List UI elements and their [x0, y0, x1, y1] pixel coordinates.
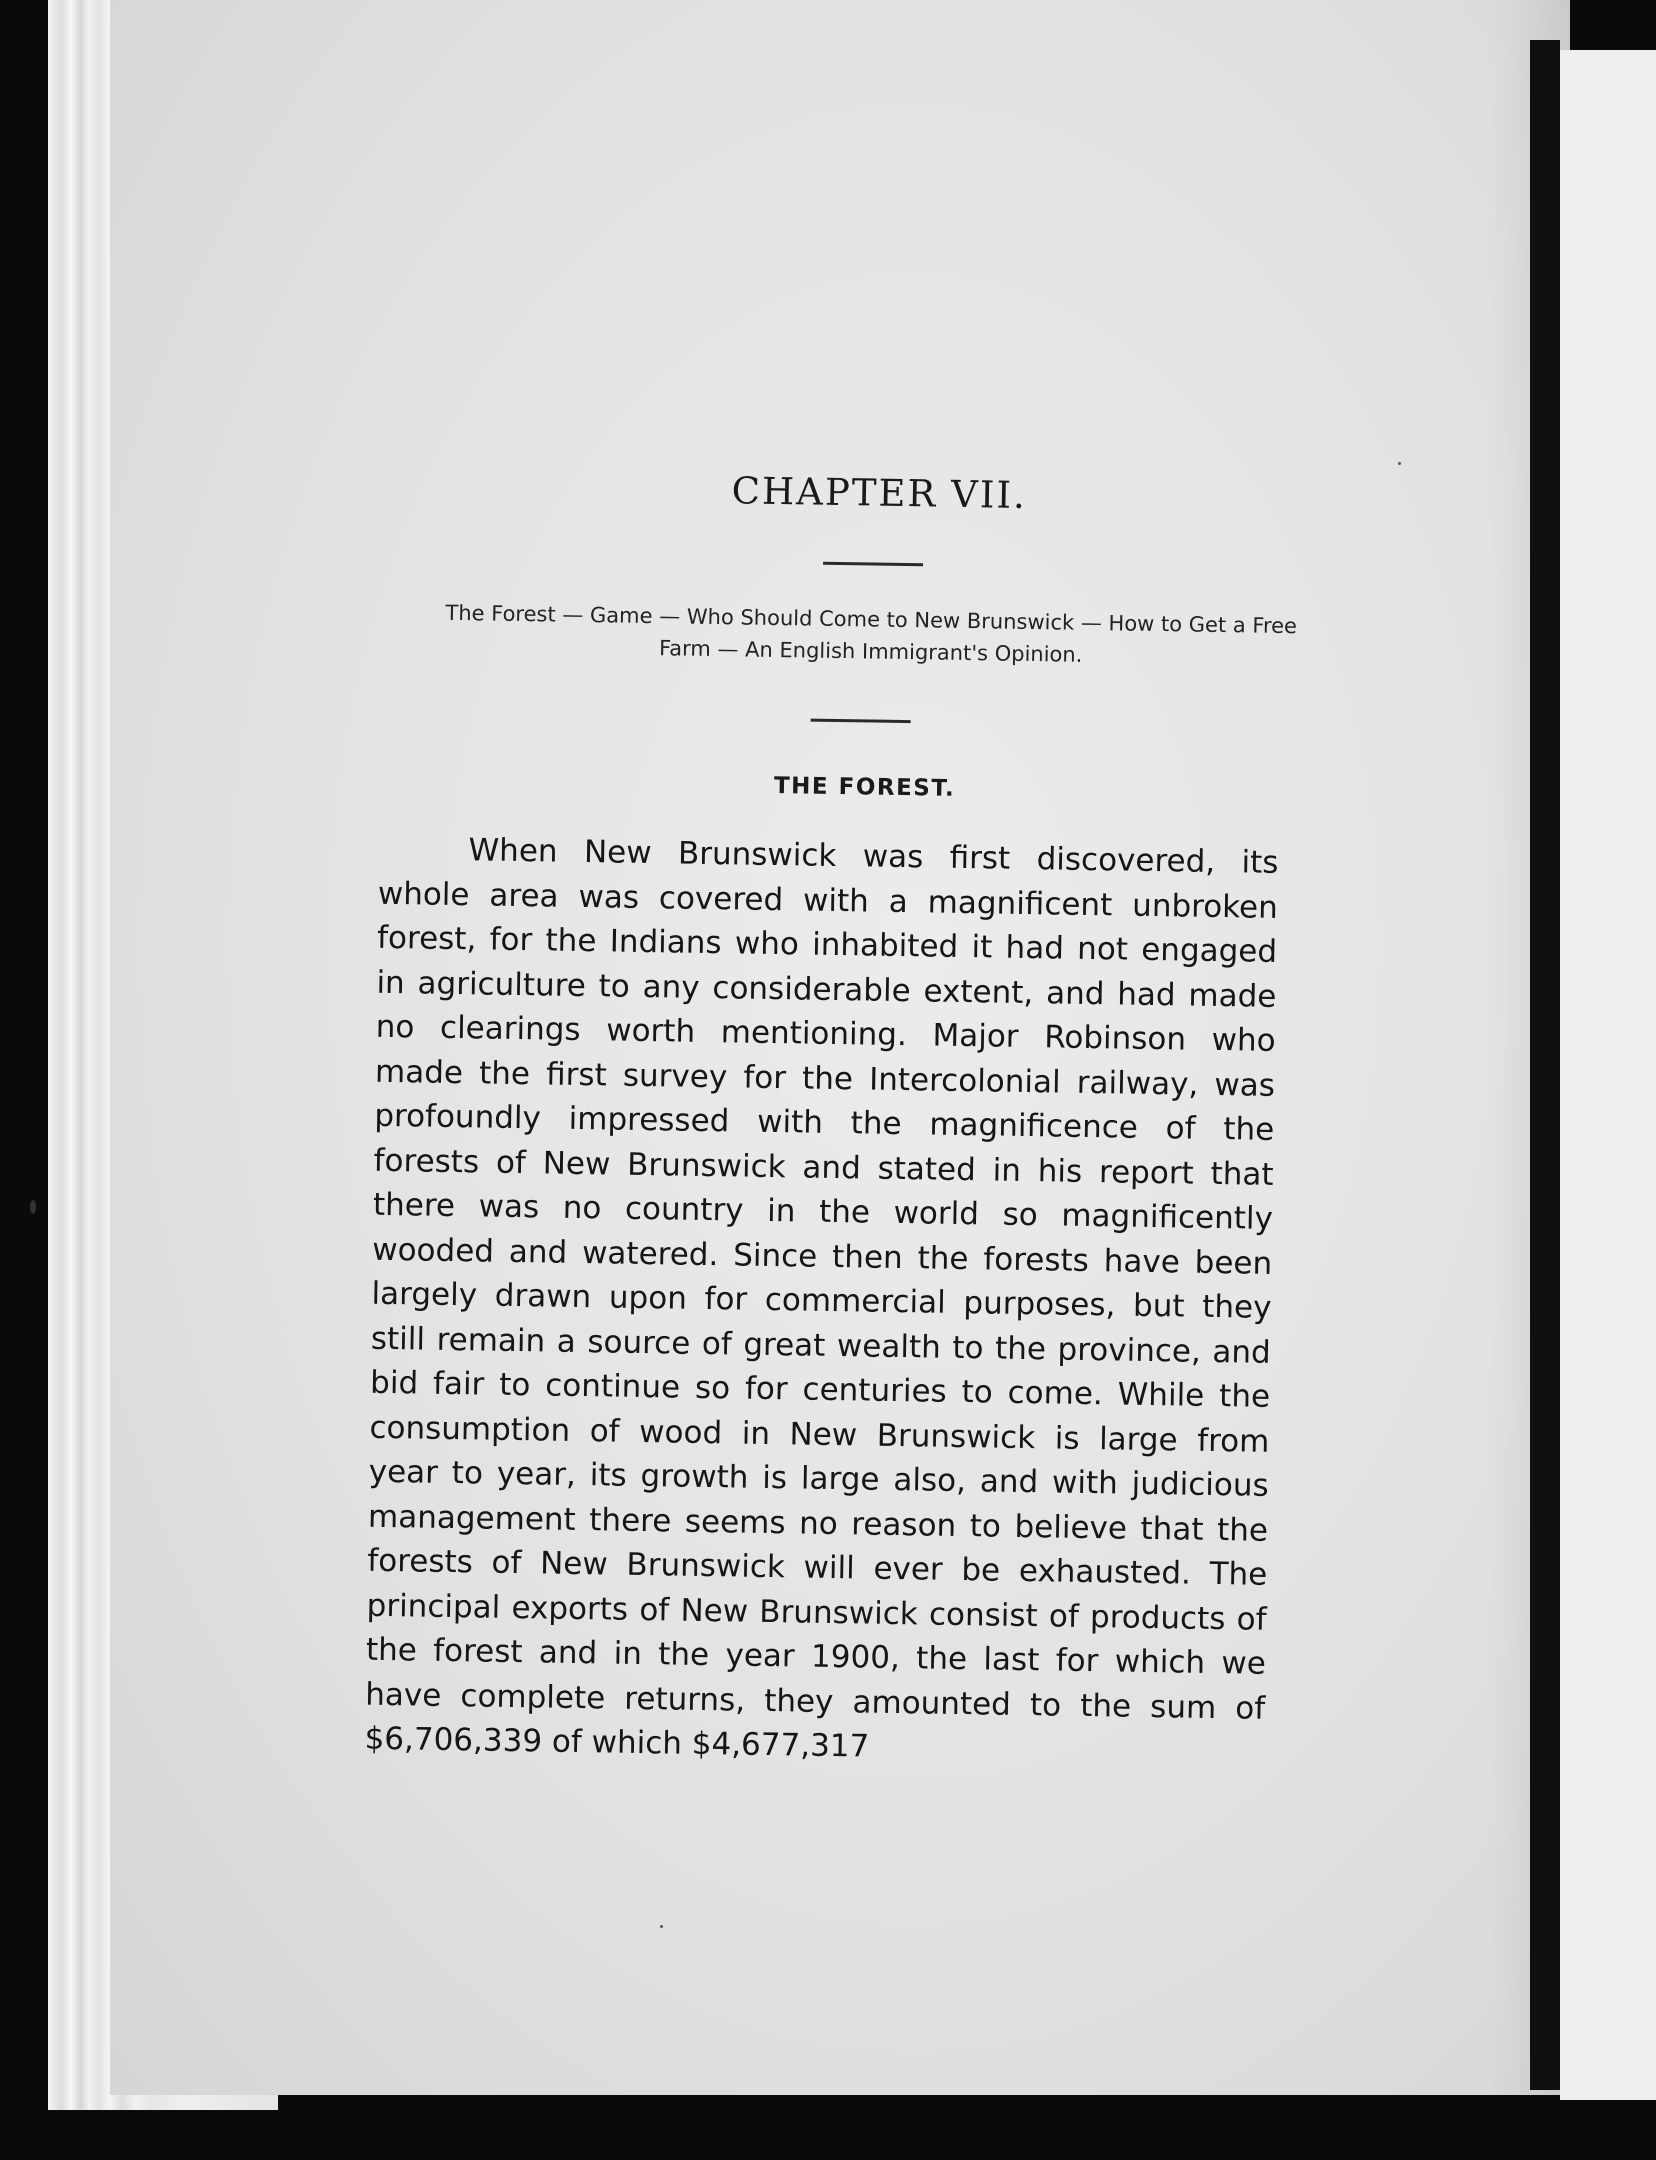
chapter-title: CHAPTER VII. [731, 469, 1028, 517]
print-speck [660, 1925, 663, 1928]
facing-page-edge [1560, 50, 1656, 2100]
summary-divider [811, 719, 911, 724]
print-speck [1398, 462, 1401, 465]
book-spine [1530, 40, 1560, 2090]
body-paragraph: When New Brunswick was first discovered, its whole area was covered with a magnificent unbroken forest, for the Indians who inhabited it had not engaged in agriculture to any considerable extent, and had made no clearings worth mentioning. Major Robinson who made the first survey for the Intercolonial railway, was profoundly impressed with the magnificence of the forests of New Brunswick and stated in his report that there was no country in the world so magnificently wooded and watered. Since then the forests have been largely drawn upon for commercial purposes, but they still remain a source of great wealth to the province, and bid fair to continue so for centuries to come. While the consumption of wood in New Brunswick is large from year to year, its growth is large also, and with judicious management there seems no reason to believe that the forests of New Brunswick will ever be exhausted. The principal exports of New Brunswick consist of products of the forest and in the year 1900, the last for which we have complete returns, they amounted to the sum of $6,706,339 of which $4,677,317 [364, 832, 1279, 1765]
page-content [364, 440, 1325, 1807]
title-divider [823, 562, 923, 567]
chapter-summary: The Forest — Game — Who Should Come to New Brunswick — How to Get a Free Farm — An English Immigrant's Opinion. [445, 600, 1298, 667]
section-heading: THE FOREST. [773, 772, 956, 802]
print-speck [30, 1200, 36, 1214]
